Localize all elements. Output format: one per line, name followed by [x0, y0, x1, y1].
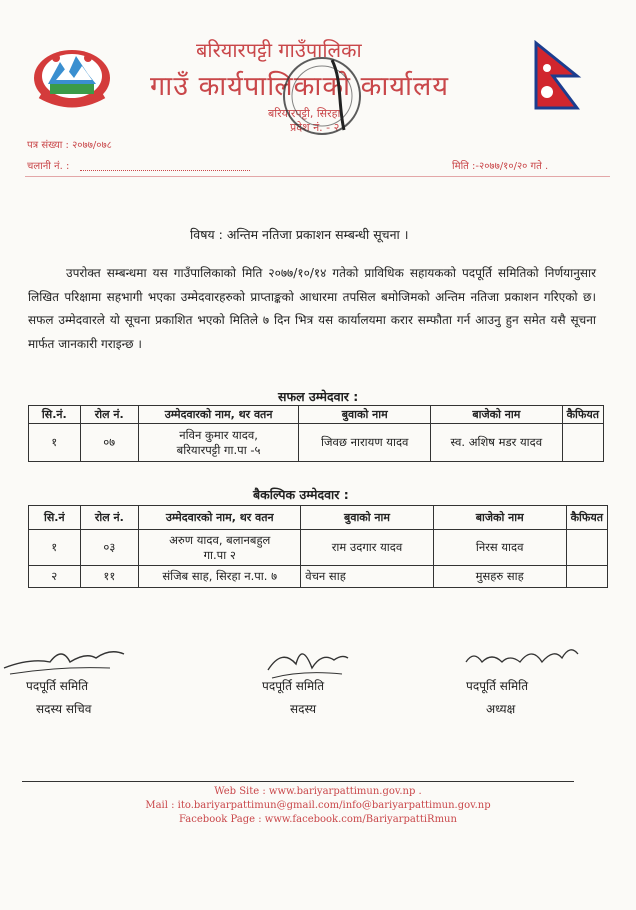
cell-grandfather: मुसहरु साह: [433, 566, 566, 588]
subject-line: विषय : अन्तिम नतिजा प्रकाशन सम्बन्धी सूचना ।: [190, 227, 409, 242]
signature-committee-1: पदपूर्ति समिति: [26, 679, 89, 693]
letter-date: मिति :-२०७७/१०/२० गते .: [452, 161, 549, 172]
office-name: गाउँ कार्यपालिकाको कार्यालय: [150, 71, 449, 102]
cell-roll: ०७: [80, 424, 138, 462]
signature-committee-2: पदपूर्ति समिति: [262, 679, 325, 693]
cell-name: [139, 530, 301, 566]
cell-remarks: [566, 530, 607, 566]
dispatch-number: चलानी नं. :: [27, 161, 70, 172]
cell-sn: २: [29, 566, 81, 588]
cell-sn: १: [29, 424, 81, 462]
footer-divider: [22, 781, 574, 782]
header-divider: [25, 176, 610, 177]
candidate-address: बरियारपट्टी गा.पा -५: [176, 442, 261, 457]
col-father: बुवाको नाम: [301, 506, 434, 530]
col-remarks: कैफियत: [562, 406, 603, 424]
candidate-name: अरुण यादव, बलानबहुल: [169, 532, 271, 547]
office-address: बरियारपट्टी, सिरहा: [268, 107, 341, 120]
table-row: [29, 566, 608, 588]
alternate-title: बैकल्पिक उम्मेदवार :: [253, 487, 349, 502]
successful-title: सफल उम्मेदवार :: [278, 389, 359, 404]
cell-sn: १: [29, 530, 81, 566]
cell-name: [138, 424, 299, 462]
dispatch-dotted-line: [80, 170, 250, 171]
cell-roll: ०३: [80, 530, 139, 566]
col-grandfather: बाजेको नाम: [433, 506, 566, 530]
cell-remarks: [562, 424, 603, 462]
reference-number: पत्र संख्या : २०७७/०७८: [27, 140, 112, 151]
signature-member-secretary-icon: [0, 640, 130, 680]
table-header-row: [29, 506, 608, 530]
col-name: उम्मेदवारको नाम, थर वतन: [139, 506, 301, 530]
signature-role-3: अध्यक्ष: [486, 702, 516, 716]
col-sn: सि.नं: [29, 506, 81, 530]
cell-roll: ११: [80, 566, 139, 588]
col-roll: रोल नं.: [80, 506, 139, 530]
col-name: उम्मेदवारको नाम, थर वतन: [138, 406, 299, 424]
nepal-flag-icon: [533, 40, 583, 112]
signature-committee-3: पदपूर्ति समिति: [466, 679, 529, 693]
cell-father: राम उदगार यादव: [301, 530, 434, 566]
cell-father: जिवछ नारायण यादव: [299, 424, 431, 462]
cell-name: [139, 566, 301, 588]
signature-chairperson-icon: [462, 640, 582, 676]
col-remarks: कैफियत: [566, 506, 607, 530]
cell-grandfather: निरस यादव: [433, 530, 566, 566]
candidate-address: गा.पा २: [203, 547, 236, 562]
alternate-table: [28, 505, 608, 588]
municipality-name: बरियारपट्टी गाउँपालिका: [196, 38, 362, 62]
footer-facebook: Facebook Page : www.facebook.com/BariyarpattiRmun: [179, 814, 457, 825]
col-father: बुवाको नाम: [299, 406, 431, 424]
signature-role-1: सदस्य सचिव: [36, 702, 92, 716]
office-stamp-icon: [276, 50, 368, 142]
col-sn: सि.नं.: [29, 406, 81, 424]
cell-grandfather: स्व. अशिष मडर यादव: [431, 424, 562, 462]
government-emblem-icon: [26, 40, 118, 112]
footer-website: Web Site : www.bariyarpattimun.gov.np .: [214, 786, 422, 797]
table-row: [29, 424, 604, 462]
candidate-name: नविन कुमार यादव,: [179, 427, 258, 442]
col-grandfather: बाजेको नाम: [431, 406, 562, 424]
table-header-row: [29, 406, 604, 424]
candidate-name: संजिब साह, सिरहा न.पा. ७: [162, 569, 278, 583]
cell-father: वेचन साह: [301, 566, 434, 588]
col-roll: रोल नं.: [80, 406, 138, 424]
cell-remarks: [566, 566, 607, 588]
successful-table: [28, 405, 604, 462]
notice-body: उपरोक्त सम्बन्धमा यस गाउँपालिकाको मिति २०७७/१०/१४ गतेको प्राविधिक सहायकको पदपूर्ति समितिको निर्णयानुसार लिखित परिक्षामा सहभागी भएका उम्मेदवारहरुको प्राप्ताङ्कको आधारमा तपसिल बमोजिमको अन्तिम नतिजा प्रकाशन गरिएको छ। सफल उम्मेदवारले यो सूचना प्रकाशित भएको मितिले ७ दिन भित्र यस कार्यालयमा करार सम्फौता गर्न आउनु हुन समेत यसै सूचना मार्फत जानकारी गराइन्छ ।: [28, 266, 596, 351]
table-row: [29, 530, 608, 566]
signature-role-2: सदस्य: [290, 702, 317, 716]
province-label: प्रदेश नं. - २: [290, 121, 340, 134]
footer-mail: Mail : ito.bariyarpattimun@gmail.com/info@bariyarpattimun.gov.np: [145, 800, 491, 811]
